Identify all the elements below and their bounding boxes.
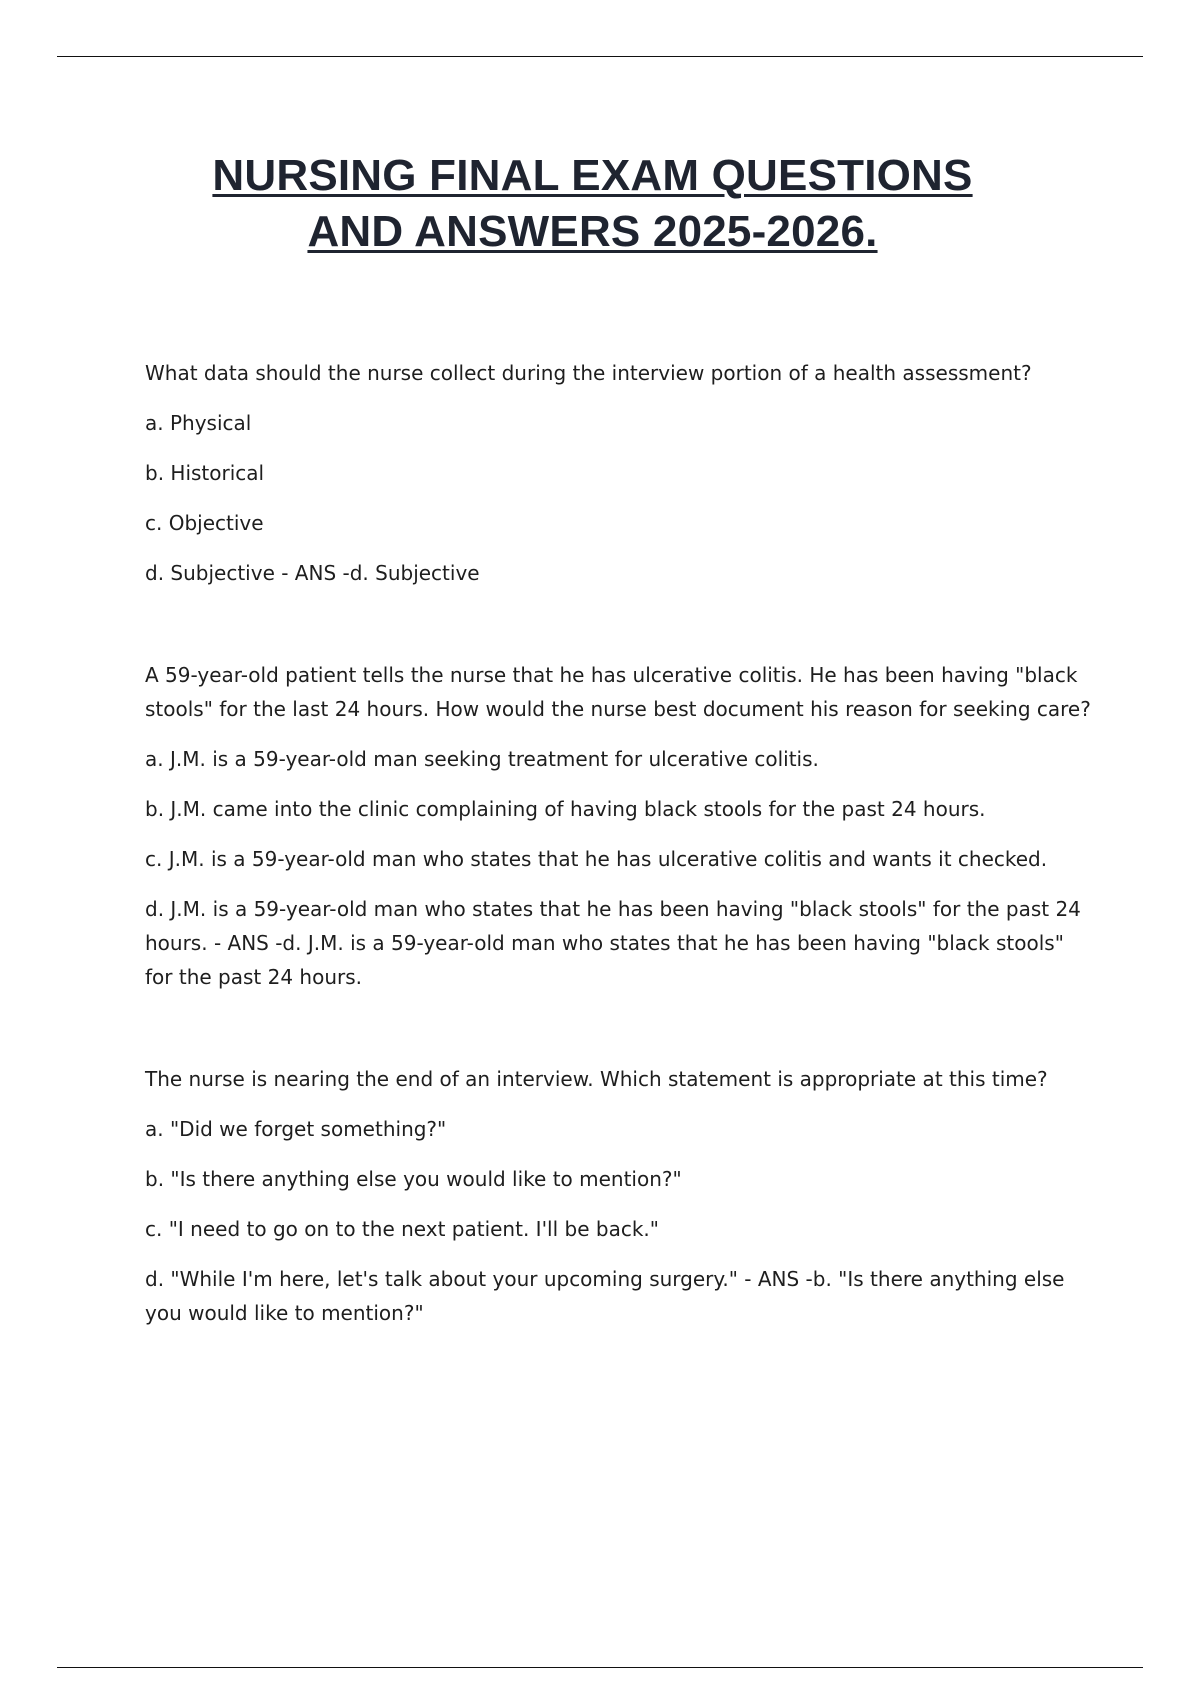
question-text: What data should the nurse collect during the interview portion of a health assessment? (145, 361, 1032, 385)
title-line-2: AND ANSWERS 2025-2026. (307, 207, 878, 256)
page-title (0, 148, 1185, 260)
question-block-2 (145, 658, 1095, 994)
answer-option: b. J.M. came into the clinic complaining of having black stools for the past 24 hours. (145, 797, 986, 821)
question-text: The nurse is nearing the end of an interview. Which statement is appropriate at this time? (145, 1067, 1048, 1091)
answer-option: a. J.M. is a 59-year-old man seeking treatment for ulcerative colitis. (145, 747, 819, 771)
question-block-3 (145, 1062, 1095, 1330)
answer-option: b. "Is there anything else you would like to mention?" (145, 1167, 682, 1191)
answer-option: d. "While I'm here, let's talk about your upcoming surgery." - ANS -b. "Is there anything else you would like to mention?" (145, 1267, 1065, 1325)
answer-option: d. J.M. is a 59-year-old man who states that he has been having "black stools" for the past 24 hours. - ANS -d. J.M. is a 59-year-old man who states that he has been having "black stools" for the past 24 hours. (145, 897, 1081, 989)
answer-option: c. Objective (145, 511, 264, 535)
question-block-1 (145, 356, 1095, 590)
answer-option: a. Physical (145, 411, 252, 435)
question-list (145, 356, 1095, 1398)
answer-option: b. Historical (145, 461, 265, 485)
answer-option: d. Subjective - ANS -d. Subjective (145, 561, 480, 585)
answer-option: c. J.M. is a 59-year-old man who states that he has ulcerative colitis and wants it checked. (145, 847, 1048, 871)
answer-option: a. "Did we forget something?" (145, 1117, 447, 1141)
bottom-rule (57, 1667, 1143, 1668)
answer-option: c. "I need to go on to the next patient. I'll be back." (145, 1217, 659, 1241)
title-line-1: NURSING FINAL EXAM QUESTIONS (212, 151, 973, 200)
top-rule (57, 56, 1143, 57)
question-text: A 59-year-old patient tells the nurse that he has ulcerative colitis. He has been having "black stools" for the last 24 hours. How would the nurse best document his reason for seeking care? (145, 663, 1091, 721)
